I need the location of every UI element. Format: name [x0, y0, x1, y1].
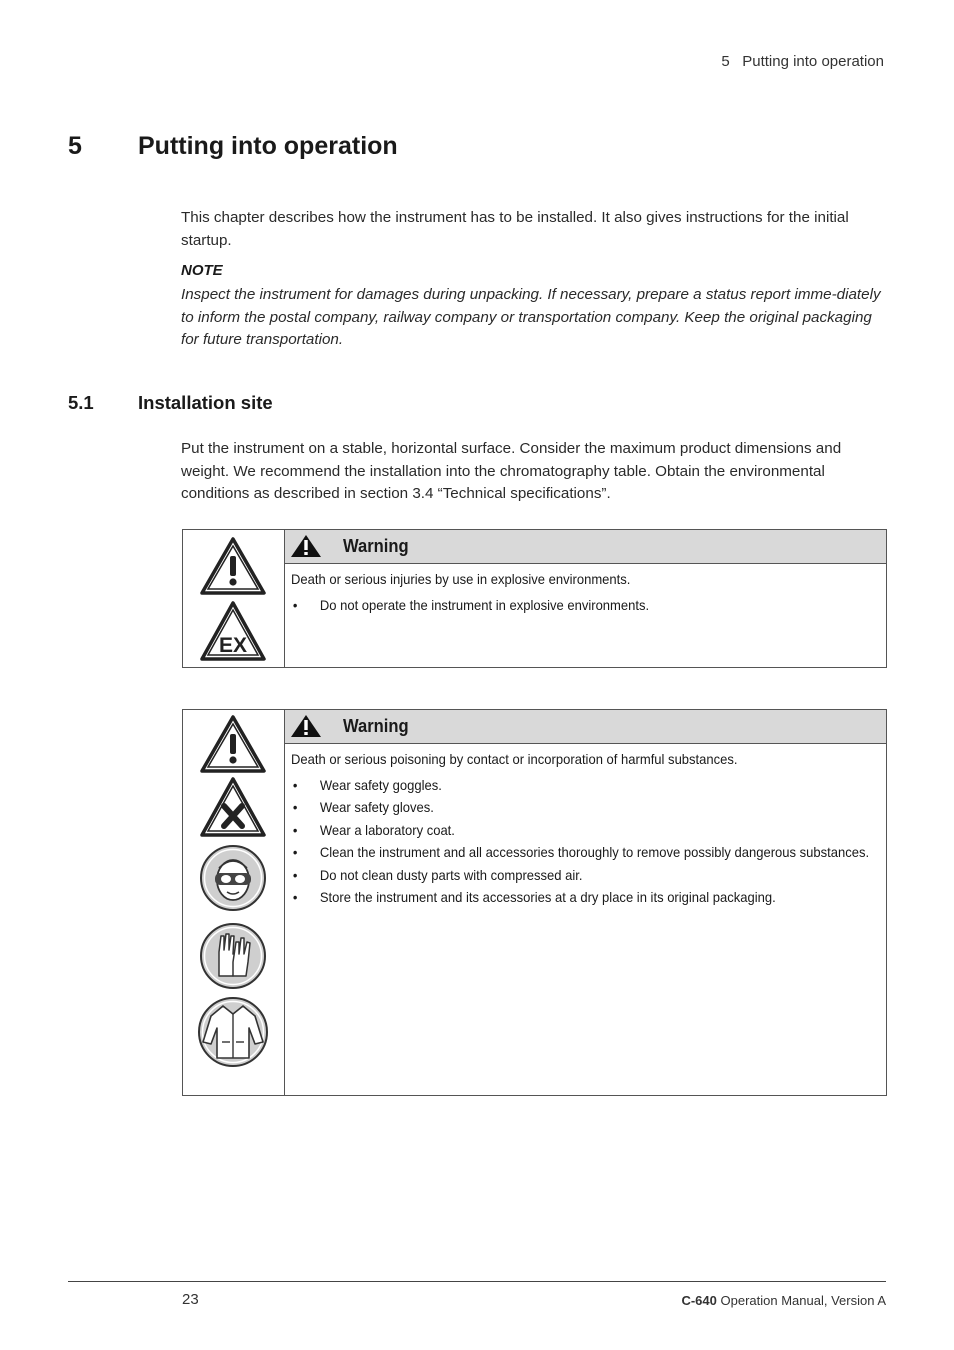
- section-title: Installation site: [138, 392, 273, 413]
- section-number: 5.1: [68, 392, 94, 413]
- warning-list: [291, 594, 886, 617]
- running-header: 5 Putting into operation: [721, 53, 884, 70]
- list-item: • Wear safety goggles.: [291, 774, 886, 797]
- explosive-ex-icon: [199, 600, 267, 662]
- warning-icon-column: [183, 710, 285, 1095]
- lab-coat-icon: [197, 996, 269, 1068]
- warning-description: Death or serious poisoning by contact or incorporation of harmful substances.: [291, 751, 738, 767]
- footer-model: C-640: [681, 1293, 717, 1308]
- footer-doc-rest: Operation Manual, Version A: [716, 1293, 886, 1308]
- harmful-x-icon: [199, 776, 267, 838]
- warning-header: [285, 530, 886, 564]
- warning-list: [291, 774, 886, 909]
- warning-header: [285, 710, 886, 744]
- note-label: NOTE: [181, 262, 223, 279]
- warning-small-triangle-icon: [290, 534, 322, 558]
- warning-title: Warning: [343, 536, 409, 556]
- chapter-number: 5: [68, 132, 82, 160]
- chapter-title: Putting into operation: [138, 132, 398, 160]
- warning-small-triangle-icon: [290, 714, 322, 738]
- section-body: Put the instrument on a stable, horizontal surface. Consider the maximum product dimensions and weight. We recommend the installation into the chromatography table. Obtain the environmental conditions as described in section 3.4 “Technical specifications”.: [181, 440, 842, 502]
- warning-content: [291, 568, 886, 616]
- warning-content: [291, 748, 886, 909]
- list-item: • Clean the instrument and all accessories thoroughly to remove possibly dangerous substances.: [291, 841, 886, 864]
- safety-gloves-icon: [199, 922, 267, 990]
- footer-rule: [68, 1281, 886, 1282]
- intro-paragraph: This chapter describes how the instrument has to be installed. It also gives instructions for the initial startup.: [181, 209, 849, 249]
- warning-box-explosive: [182, 529, 887, 668]
- footer-document-title: [681, 1293, 886, 1308]
- list-item: • Do not operate the instrument in explosive environments.: [291, 594, 886, 617]
- list-item: • Wear a laboratory coat.: [291, 819, 886, 842]
- warning-triangle-icon: [199, 714, 267, 774]
- warning-description: Death or serious injuries by use in explosive environments.: [291, 571, 631, 587]
- warning-title: Warning: [343, 716, 409, 736]
- ex-icon-text: EX: [218, 634, 248, 657]
- page-number: 23: [182, 1291, 199, 1308]
- list-item: • Store the instrument and its accessories at a dry place in its original packaging.: [291, 886, 886, 909]
- list-item: • Do not clean dusty parts with compressed air.: [291, 864, 886, 887]
- safety-goggles-icon: [199, 844, 267, 912]
- warning-box-harmful: [182, 709, 887, 1096]
- list-item: • Wear safety gloves.: [291, 796, 886, 819]
- warning-triangle-icon: [199, 536, 267, 596]
- warning-icon-column: [183, 530, 285, 667]
- note-text: Inspect the instrument for damages during unpacking. If necessary, prepare a status report imme-diately to inform the postal company, railway company or transportation company. Keep the original packaging for future transportation.: [181, 286, 881, 348]
